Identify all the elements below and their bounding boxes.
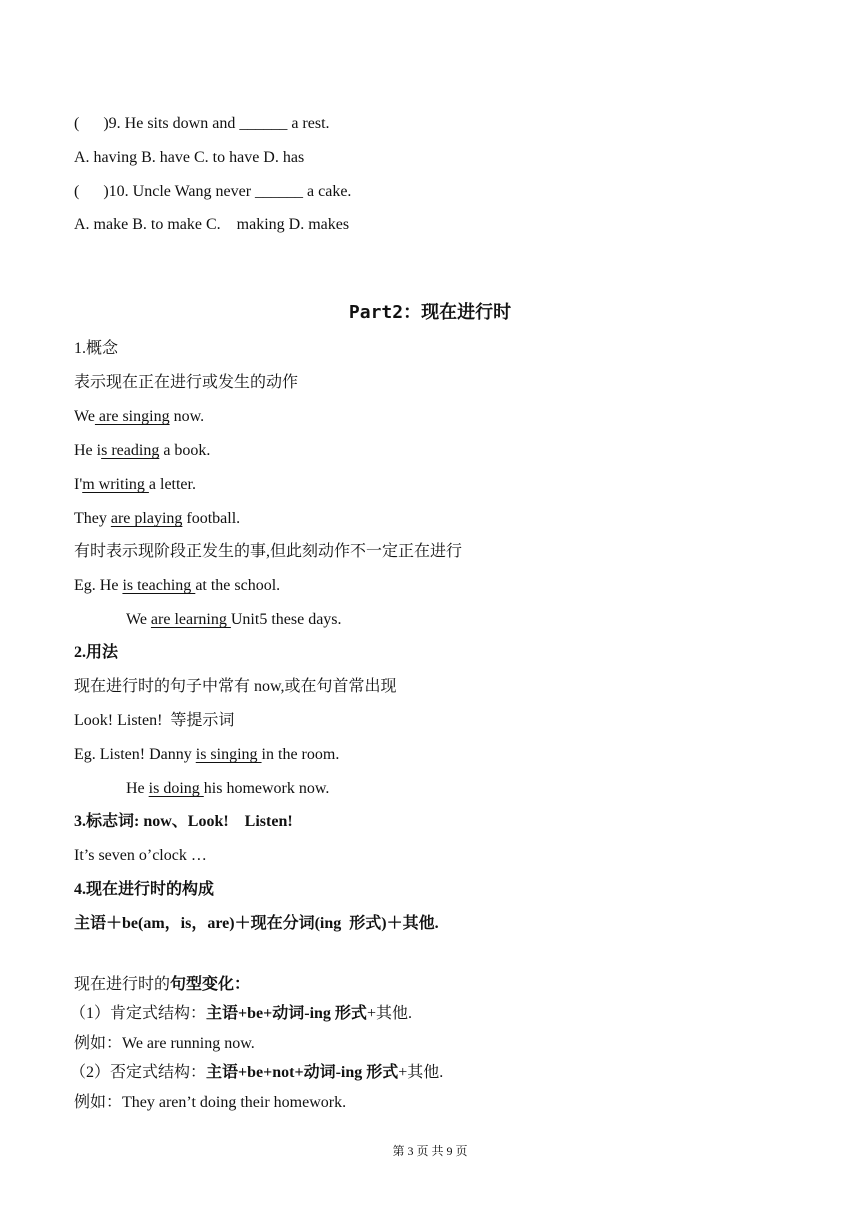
affirmative-example: 例如：We are running now. xyxy=(74,1035,255,1052)
concept-heading: 1.概念 xyxy=(74,340,119,357)
structure-formula: 主语＋be(am，is，are)＋现在分词(ing 形式)＋其他. xyxy=(74,915,439,932)
usage-line: Look! Listen! 等提示词 xyxy=(74,712,235,729)
example-sentence: I'm writing a letter. xyxy=(74,476,196,493)
structure-heading: 4.现在进行时的构成 xyxy=(74,881,215,898)
example-sentence: We are learning Unit5 these days. xyxy=(126,611,342,628)
concept-note: 有时表示现阶段正发生的事,但此刻动作不一定正在进行 xyxy=(74,543,463,560)
example-sentence: He is reading a book. xyxy=(74,442,211,459)
usage-line: 现在进行时的句子中常有 now,或在句首常出现 xyxy=(74,678,397,695)
q10-options: A. make B. to make C. making D. makes xyxy=(74,216,350,233)
example-sentence: Eg. Listen! Danny is singing in the room. xyxy=(74,746,340,763)
negative-example: 例如：They aren’t doing their homework. xyxy=(74,1094,347,1111)
q9-stem: ( )9. He sits down and ______ a rest. xyxy=(74,115,330,132)
usage-heading: 2.用法 xyxy=(74,644,119,661)
q10-stem: ( )10. Uncle Wang never ______ a cake. xyxy=(74,183,352,200)
example-sentence: We are singing now. xyxy=(74,408,205,425)
example-sentence: They are playing football. xyxy=(74,510,241,527)
concept-definition: 表示现在正在进行或发生的动作 xyxy=(74,374,299,391)
page-footer: 第 3 页 共 9 页 xyxy=(392,1144,468,1158)
q9-options: A. having B. have C. to have D. has xyxy=(74,149,305,166)
negative-structure: （2）否定式结构：主语+be+not+动词-ing 形式+其他. xyxy=(70,1064,444,1081)
affirmative-structure: （1）肯定式结构：主语+be+动词-ing 形式+其他. xyxy=(70,1005,412,1022)
signal-heading: 3.标志词: now、Look! Listen! xyxy=(74,813,293,830)
example-sentence: He is doing his homework now. xyxy=(126,780,330,797)
example-sentence: Eg. He is teaching at the school. xyxy=(74,577,281,594)
part2-title: Part2：现在进行时 xyxy=(348,302,512,323)
patterns-intro: 现在进行时的句型变化： xyxy=(74,976,251,993)
signal-line: It’s seven o’clock … xyxy=(74,847,207,864)
